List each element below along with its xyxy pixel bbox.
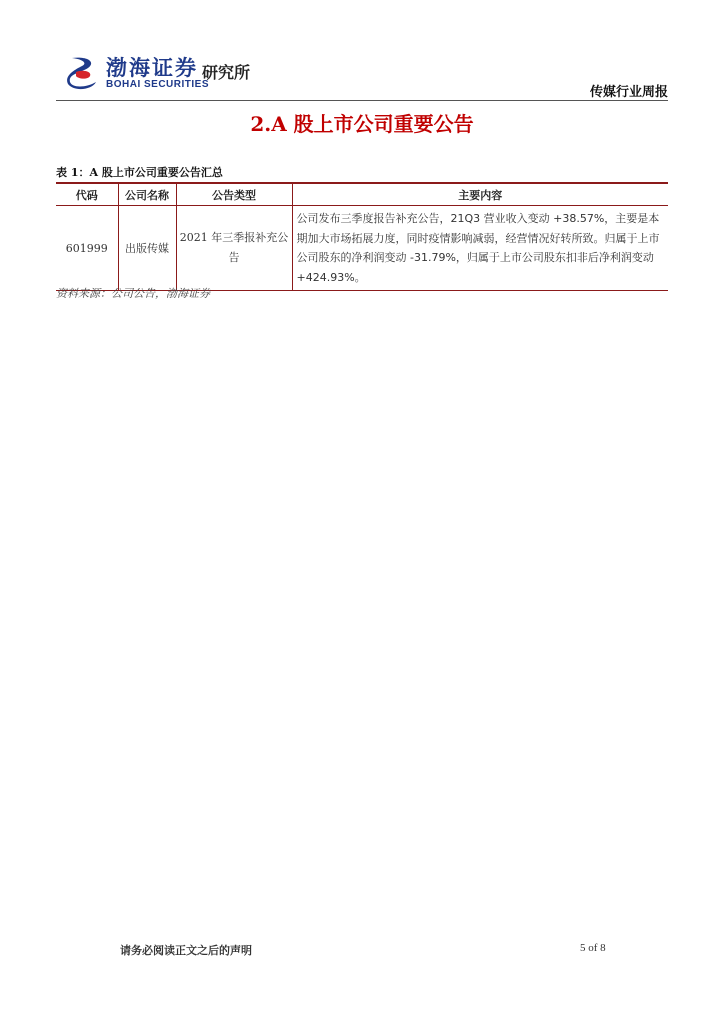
bohai-logo-icon — [66, 54, 100, 90]
brand-name-en: BOHAI SECURITIES — [106, 79, 210, 90]
section-title: 2.A 股上市公司重要公告 — [250, 112, 474, 136]
header-divider — [56, 100, 668, 101]
data-source: 资料来源：公司公告，渤海证券 — [56, 287, 210, 300]
table-row — [56, 206, 668, 291]
page-number: 5 of 8 — [580, 942, 606, 954]
column-header-company: 公司名称 — [118, 183, 176, 206]
footer-disclaimer: 请务必阅读正文之后的声明 — [120, 944, 252, 957]
cell-type: 2021 年三季报补充公告 — [176, 206, 292, 291]
cell-company: 出版传媒 — [118, 206, 176, 291]
institute-label: 研究所 — [202, 63, 251, 82]
report-type: 传媒行业周报 — [589, 85, 668, 100]
column-header-code: 代码 — [56, 183, 118, 206]
table-caption: 表 1：A 股上市公司重要公告汇总 — [56, 166, 223, 179]
cell-code: 601999 — [56, 206, 118, 291]
column-header-type: 公告类型 — [176, 183, 292, 206]
table-header-row — [56, 183, 668, 206]
page-header — [56, 48, 668, 102]
announcement-table — [56, 182, 668, 291]
column-header-content: 主要内容 — [458, 188, 503, 202]
brand-name-cn: 渤海证券 — [106, 55, 198, 80]
cell-content: 公司发布三季度报告补充公告，21Q3 营业收入变动 +38.57%，主要是本期加大市场拓展力度，同时疫情影响减弱，经营情况好转所致。归属于上市公司股东的净利润变动 -31.79%，归属于上市公司股东扣非后净利润变动 +424.93%。 — [296, 212, 660, 284]
